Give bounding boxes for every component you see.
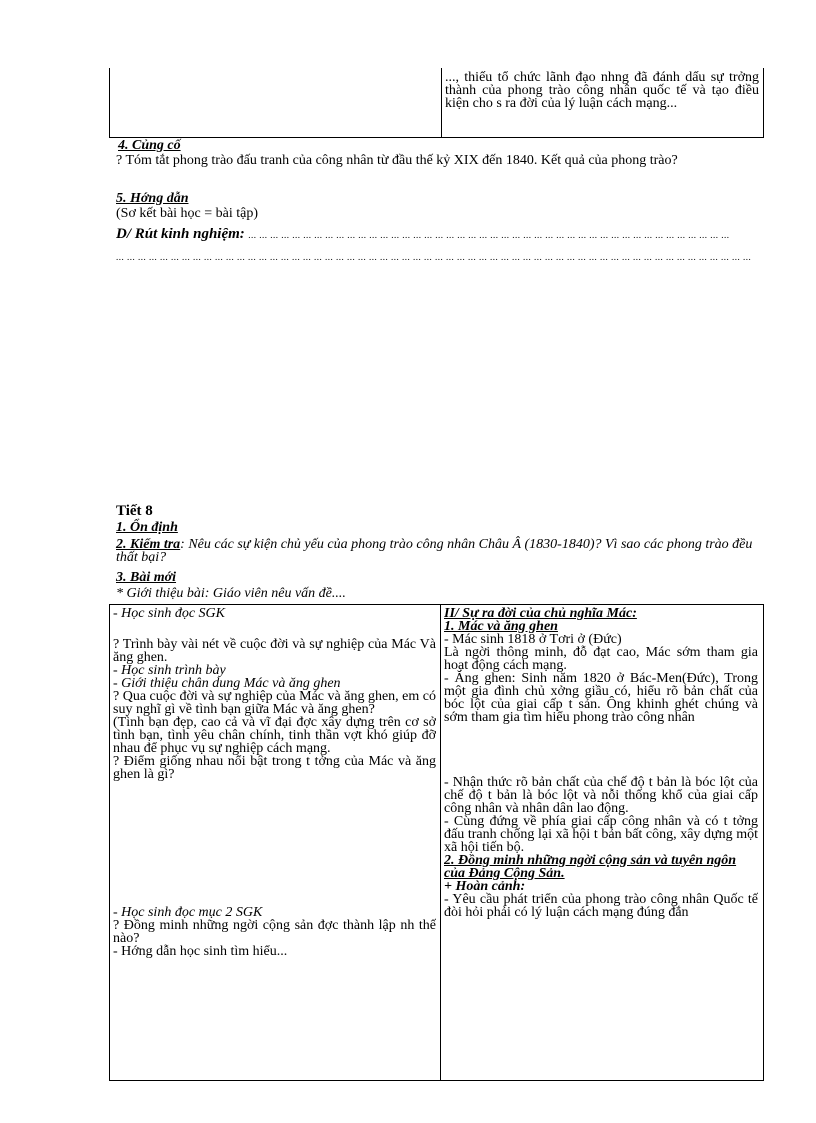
section-5-heading: 5. Hớng dẫn (116, 191, 189, 206)
lesson-intro: * Giới thiệu bài: Giáo viên nêu vấn đề.... (116, 586, 346, 601)
section-5-text: (Sơ kết bài học = bài tập) (116, 206, 259, 221)
rut-kinh-nghiem-label: D/ Rút kinh nghiệm: (116, 228, 245, 242)
right-heading-marx-engels: 1. Mác và ăng ghen (444, 619, 558, 634)
lesson-title: Tiết 8 (116, 503, 153, 519)
left-friendship-answer: (Tình bạn đẹp, cao cả và vĩ đại đợc xây dựng trên cơ sở tình bạn, tình yêu chân chính, tinh thần vợt khó giúp đỡ nhau để phục vụ sự nghiệp cách mạng. (113, 715, 436, 756)
top-table-right-cell (445, 71, 759, 110)
right-heading-league: 2. Đồng minh những ngời cộng sản và tuyên ngôn của Đảng Cộng Sản. (444, 853, 737, 881)
right-heading-context: + Hoàn cảnh: (444, 879, 526, 894)
right-context-text: - Yêu cầu phát triển của phong trào công nhân Quốc tế đòi hỏi phải có lý luận cách mạng đúng đắn (444, 892, 758, 920)
lesson-section-2-heading: 2. Kiểm tra (116, 537, 181, 552)
right-marx-desc: Là ngời thông minh, đỗ đạt cao, Mác sớm tham gia hoạt động cách mạng. (444, 645, 758, 673)
left-question-friendship: ? Qua cuộc đời và sự nghiệp của Mác và ăng ghen, em có suy nghĩ gì về tình bạn giữa Mác và ăng ghen? (113, 689, 436, 717)
top-table-right-border (763, 68, 764, 138)
right-common-1: - Nhận thức rõ bản chất của chế độ t bản là bóc lột của chế độ t bản là bóc lột và nỗi thống khổ của giai cấp công nhân và nhân dân lao động. (444, 775, 758, 816)
left-guide: - Hớng dẫn học sinh tìm hiểu... (113, 944, 288, 959)
top-table-right-text: ..., thiếu tổ chức lãnh đạo nhng đã đánh dấu sự trởng thành của phong trào công nhân quốc tế và tạo điều kiện cho s ra đời của lý luận cách mạng... (445, 71, 759, 110)
main-table-divider (440, 604, 441, 1081)
right-engels-desc: - Ăng ghen: Sinh năm 1820 ở Bác-Men(Đức), Trong một gia đình chủ xởng giầu có, hiểu rõ bản chất của bóc lột của giai cấp t sản. Ông khinh ghét chúng và sớm tham gia tìm hiểu phong trào công nhân (444, 671, 758, 725)
left-student-present: - Học sinh trình bày (113, 663, 226, 678)
section-4-question: ? Tóm tắt phong trào đấu tranh của công nhân từ đầu thế kỷ XIX đến 1840. Kết quả của phong trào? (116, 153, 678, 168)
top-table-mid-border (441, 68, 442, 138)
lesson-section-3: 3. Bài mới (116, 570, 177, 585)
right-marx-born: - Mác sinh 1818 ở Tơri ở (Đức) (444, 632, 622, 647)
main-table-right-column (444, 607, 758, 1077)
right-heading-marxism: II/ Sự ra đời của chủ nghĩa Mác: (444, 607, 637, 621)
rut-kinh-nghiem (116, 228, 766, 242)
left-question-league: ? Đồng minh những ngời cộng sản đợc thành lập nh thế nào? (113, 918, 436, 946)
top-table-bottom-border (109, 137, 764, 138)
right-common-2: - Cùng đứng về phía giai cấp công nhân và có t tởng đấu tranh chống lại xã hội t bản bất công, xây dựng một xã hội tiến bộ. (444, 814, 758, 855)
rut-kinh-nghiem-line-2 (116, 250, 766, 264)
lesson-section-1: 1. Ổn định (116, 520, 178, 535)
rut-kinh-nghiem-dots-1: ... ... ... ... ... ... ... ... ... ... ... ... ... ... ... ... ... ... ... ... ... ... ... ... ... ... ... ... ... ... ... ... ... ... ... ... ... ... ... ... ... ... ... ... (248, 230, 730, 240)
section-4-heading: 4. Củng cố (118, 138, 181, 153)
left-read-sgk: - Học sinh đọc SGK (113, 607, 225, 621)
lesson-section-2 (116, 538, 756, 564)
left-read-section-2: - Học sinh đọc mục 2 SGK (113, 905, 263, 920)
rut-kinh-nghiem-dots-2: ... ... ... ... ... ... ... ... ... ... ... ... ... ... ... ... ... ... ... ... ... ... ... ... ... ... ... ... ... ... ... ... ... ... ... ... ... ... ... ... ... ... ... ... ... ... ... ... ... ... ... ... ... ... ... ... ... ... (116, 252, 752, 262)
main-table-left-column (113, 607, 436, 1077)
lesson-section-2-text: : Nêu các sự kiện chủ yếu của phong trào công nhân Châu Â (1830-1840)? Vì sao các phong trào đều thất bại? (116, 537, 753, 565)
left-question-common: ? Điểm giống nhau nổi bật trong t tởng của Mác và ăng ghen là gì? (113, 754, 436, 782)
top-table-left-border (109, 68, 110, 138)
left-portrait-intro: - Giới thiệu chân dung Mác và ăng ghen (113, 676, 341, 691)
left-question-life: ? Trình bày vài nét về cuộc đời và sự nghiệp của Mác Và ăng ghen. (113, 637, 436, 665)
